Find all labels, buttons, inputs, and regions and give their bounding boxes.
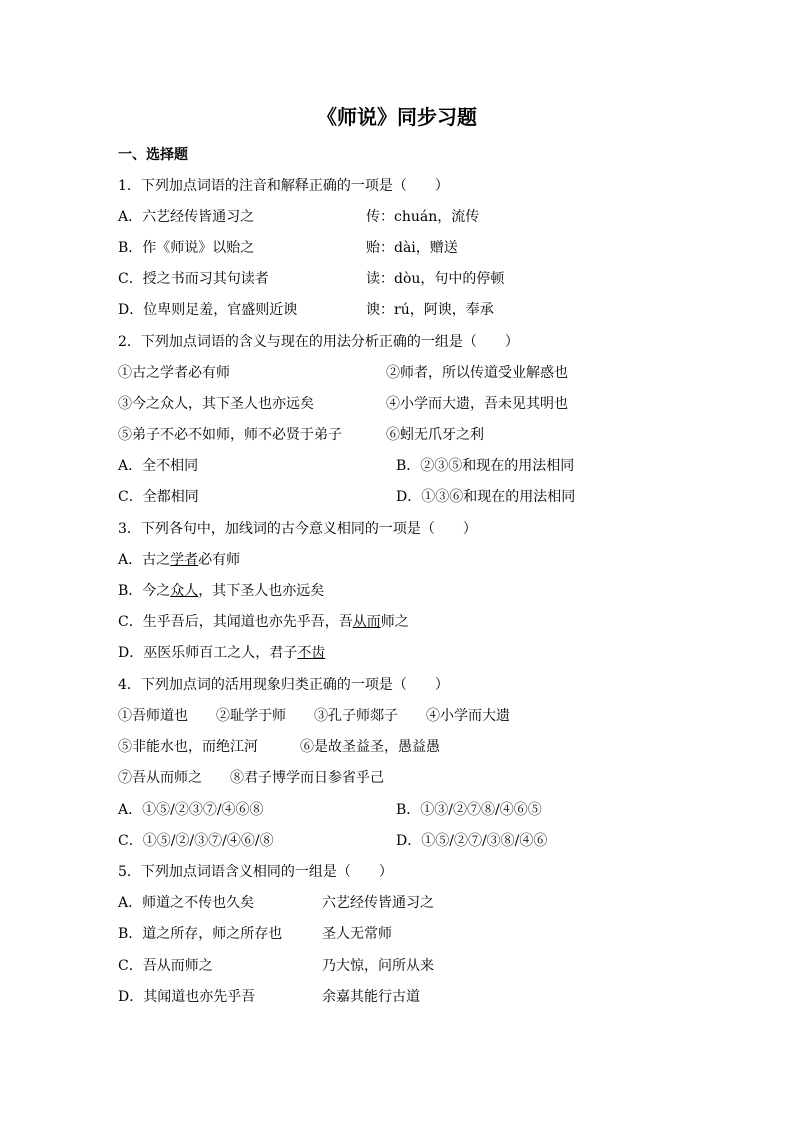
q2-sentence-1: ①古之学者必有师 [118, 365, 230, 381]
q5-option-b: B．道之所存，师之所存也 [118, 926, 283, 942]
question-1-stem: 1．下列加点词语的注音和解释正确的一项是（ ） [118, 178, 449, 194]
q2-sentence-2: ②师者，所以传道受业解惑也 [386, 365, 568, 381]
q4-option-b: B．①③/②⑦⑧/④⑥⑤ [396, 802, 542, 818]
q5-option-b-pair: 圣人无常师 [322, 926, 392, 942]
question-4-stem: 4．下列加点词的活用现象归类正确的一项是（ ） [118, 677, 449, 693]
q1-option-b-gloss: 贻：dài，赠送 [366, 240, 458, 256]
q3-option-c-pre: C．生乎吾后，其闻道也亦先乎吾，吾 [118, 614, 353, 630]
q5-option-d-pair: 余嘉其能行古道 [322, 989, 420, 1005]
q3-option-c-underlined: 从而 [352, 614, 381, 630]
q4-sentences-row-3: ⑦吾从而师之 ⑧君子博学而日参省乎己 [118, 770, 384, 786]
q2-option-a: A．全不相同 [118, 458, 199, 474]
q4-sentences-row-1: ①吾师道也 ②耻学于师 ③孔子师郯子 ④小学而大遗 [118, 708, 510, 724]
q3-option-c-post: 师之 [380, 614, 409, 630]
q2-sentence-3: ③今之众人，其下圣人也亦远矣 [118, 396, 314, 412]
q1-option-c-gloss: 读：dòu，句中的停顿 [366, 271, 505, 287]
q3-option-a-underlined: 学者 [170, 552, 199, 568]
q4-sentences-row-2: ⑤非能水也，而绝江河 ⑥是故圣益圣，愚益愚 [118, 739, 440, 755]
q3-option-a-pre: A．古之 [118, 552, 171, 568]
q3-option-a [118, 551, 240, 569]
q3-option-d-pre: D．巫医乐师百工之人，君子 [118, 645, 298, 661]
section-heading: 一、选择题 [118, 147, 188, 163]
q5-option-c-pair: 乃大惊，问所从来 [322, 958, 434, 974]
q3-option-b-post: ，其下圣人也亦远矣 [198, 583, 325, 599]
q1-option-d: D．位卑则足羞，官盛则近谀 [118, 302, 298, 318]
document-title: 《师说》同步习题 [317, 105, 477, 129]
q5-option-d: D．其闻道也亦先乎吾 [118, 989, 256, 1005]
q5-option-a-pair: 六艺经传皆通习之 [322, 895, 434, 911]
q3-option-c [118, 613, 409, 631]
q2-option-c: C．全都相同 [118, 489, 199, 505]
q2-sentence-6: ⑥蚓无爪牙之利 [386, 427, 484, 443]
q5-option-a: A．师道之不传也久矣 [118, 895, 255, 911]
q1-option-a-gloss: 传：chuán，流传 [366, 209, 480, 225]
q3-option-b-underlined: 众人 [170, 583, 199, 599]
q4-option-c: C．①⑤/②/③⑦/④⑥/⑧ [118, 833, 274, 849]
q4-option-d: D．①⑤/②⑦/③⑧/④⑥ [396, 833, 548, 849]
q1-option-c: C．授之书而习其句读者 [118, 271, 269, 287]
q1-option-d-gloss: 谀：rú，阿谀，奉承 [366, 302, 494, 318]
question-5-stem: 5．下列加点词语含义相同的一组是（ ） [118, 864, 393, 880]
q2-sentence-5: ⑤弟子不必不如师，师不必贤于弟子 [118, 427, 342, 443]
q2-sentence-4: ④小学而大遗，吾未见其明也 [386, 396, 568, 412]
question-2-stem: 2．下列加点词语的含义与现在的用法分析正确的一组是（ ） [118, 334, 519, 350]
q3-option-d [118, 644, 325, 662]
q3-option-b [118, 582, 324, 600]
q3-option-d-underlined: 不齿 [297, 645, 326, 661]
q2-option-b: B．②③⑤和现在的用法相同 [396, 458, 575, 474]
q3-option-a-post: 必有师 [198, 552, 241, 568]
q4-option-a: A．①⑤/②③⑦/④⑥⑧ [118, 802, 264, 818]
question-3-stem: 3．下列各句中，加线词的古今意义相同的一项是（ ） [118, 521, 477, 537]
q1-option-b: B．作《师说》以贻之 [118, 240, 255, 256]
q5-option-c: C．吾从而师之 [118, 958, 213, 974]
q3-option-b-pre: B．今之 [118, 583, 171, 599]
q2-option-d: D．①③⑥和现在的用法相同 [396, 489, 576, 505]
q1-option-a: A．六艺经传皆通习之 [118, 209, 255, 225]
